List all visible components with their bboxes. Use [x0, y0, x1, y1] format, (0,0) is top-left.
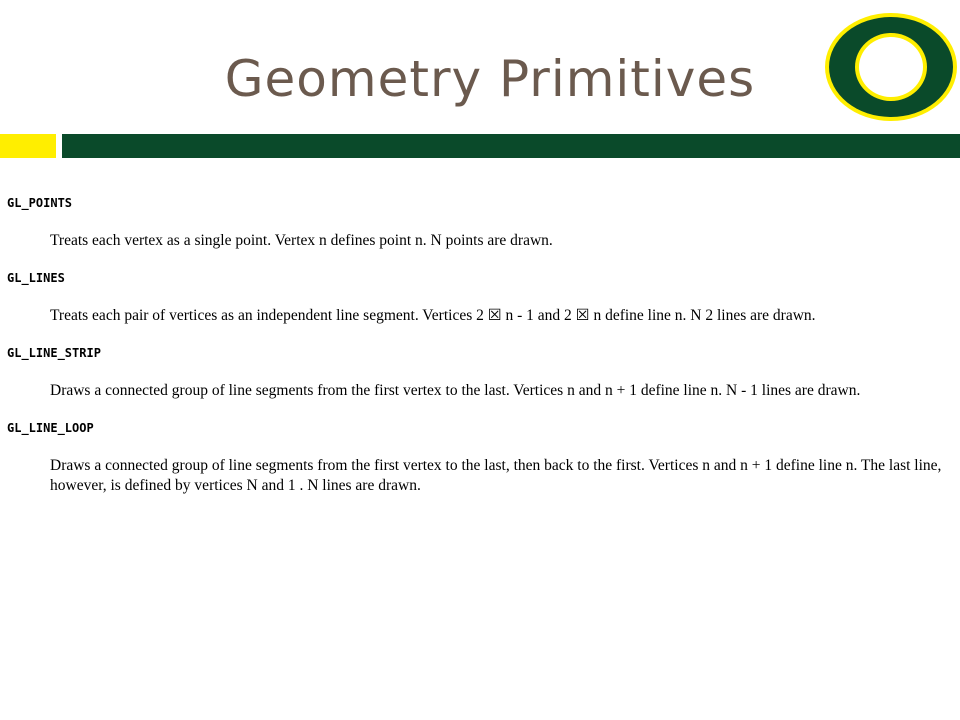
definition-term: GL_LINES [7, 271, 65, 285]
definition-term: GL_POINTS [7, 196, 73, 210]
slide-title: Geometry Primitives [224, 50, 756, 108]
definition-item [7, 420, 953, 496]
definitions-list [7, 195, 953, 496]
oregon-o-logo-icon [822, 10, 960, 124]
definition-description: Treats each vertex as a single point. Vertex n defines point n. N points are drawn. [50, 232, 553, 249]
definition-term: GL_LINE_STRIP [7, 346, 101, 360]
definition-item [7, 270, 953, 326]
definition-description: Treats each pair of vertices as an independent line segment. Vertices 2 ☒ n - 1 and 2 ☒ n define line n. N 2 lines are drawn. [50, 307, 816, 324]
accent-bar-green [62, 134, 960, 158]
definition-item [7, 345, 953, 401]
definition-item [7, 195, 953, 251]
definition-description: Draws a connected group of line segments from the first vertex to the last, then back to the first. Vertices n and n + 1 define line n. The last line, however, is defined by vertices N and 1 . N lines are drawn. [50, 457, 942, 494]
definition-description: Draws a connected group of line segments from the first vertex to the last. Vertices n and n + 1 define line n. N - 1 lines are drawn. [50, 382, 861, 399]
definition-term: GL_LINE_LOOP [7, 421, 94, 435]
accent-bar-yellow [0, 134, 56, 158]
